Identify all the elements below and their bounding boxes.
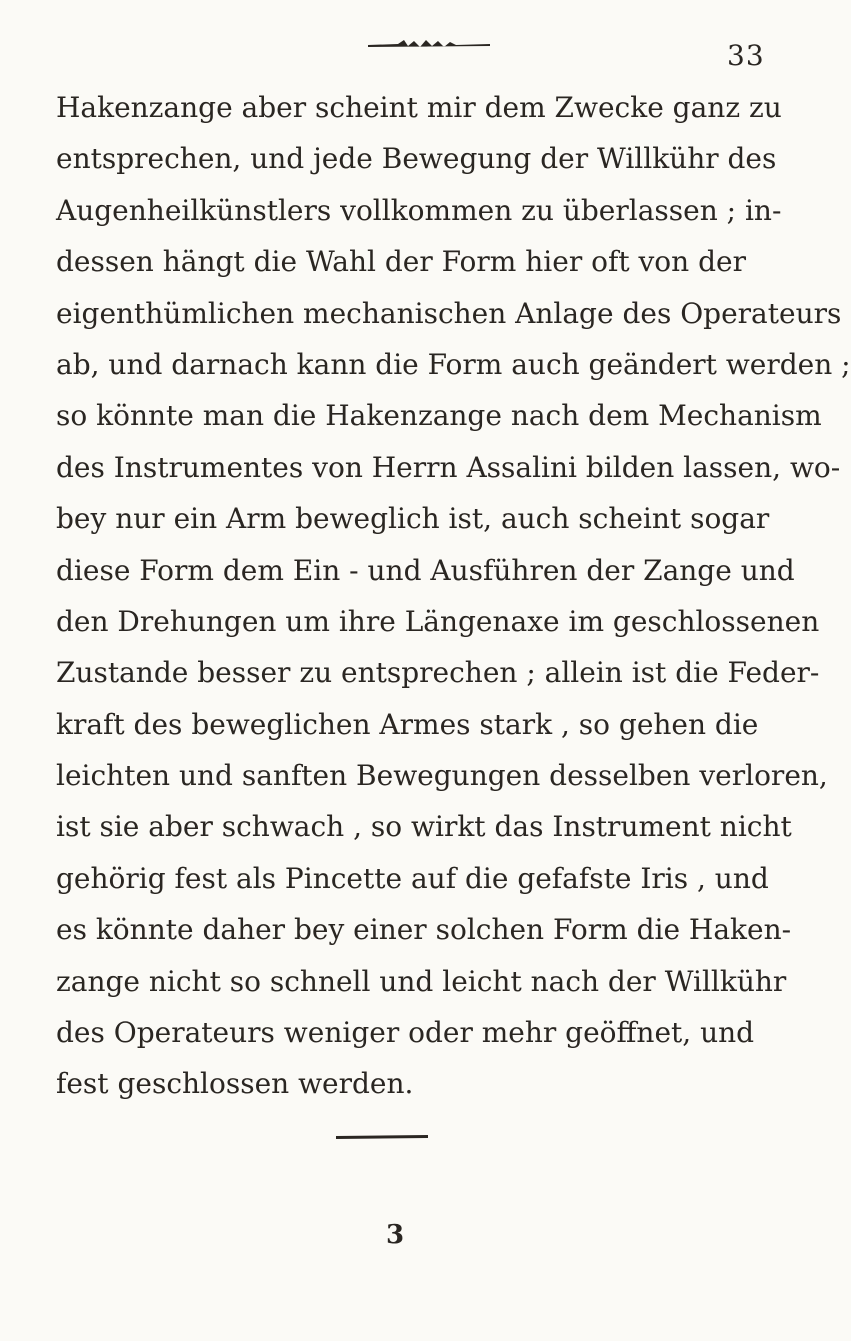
- end-ornament: [336, 1133, 428, 1141]
- header-ornament: [368, 38, 490, 50]
- text-line: es könnte daher bey einer solchen Form die Haken-: [56, 913, 792, 947]
- page-number: 33: [727, 39, 765, 72]
- text-line: zange nicht so schnell und leicht nach der Willkühr: [56, 964, 787, 998]
- text-line-last: fest geschlossen werden.: [56, 1067, 414, 1101]
- text-line: eigenthümlichen mechanischen Anlage des Operateurs: [56, 296, 842, 330]
- text-line: Hakenzange aber scheint mir dem Zwecke ganz zu: [56, 91, 782, 124]
- text-line: ist sie aber schwach , so wirkt das Instrument nicht: [56, 810, 792, 844]
- signature-mark: 3: [386, 1220, 405, 1250]
- text-line: entsprechen, und jede Bewegung der Willkühr des: [56, 142, 777, 176]
- text-line: ab, und darnach kann die Form auch geändert werden ;: [56, 347, 851, 381]
- text-line: des Instrumentes von Herrn Assalini bilden lassen, wo-: [56, 450, 841, 484]
- text-line: so könnte man die Hakenzange nach dem Mechanism: [56, 399, 822, 433]
- text-line: des Operateurs weniger oder mehr geöffnet, und: [56, 1016, 755, 1050]
- text-line: Zustande besser zu entsprechen ; allein ist die Feder-: [56, 656, 820, 690]
- body-text: [56, 82, 851, 1110]
- text-line: kraft des beweglichen Armes stark , so gehen die: [56, 707, 759, 741]
- text-line: leichten und sanften Bewegungen desselben verloren,: [56, 759, 828, 793]
- text-line: diese Form dem Ein - und Ausführen der Zange und: [56, 553, 795, 587]
- text-line: Augenheilkünstlers vollkommen zu überlassen ; in-: [56, 193, 782, 227]
- text-line: dessen hängt die Wahl der Form hier oft von der: [56, 245, 746, 279]
- text-line: den Drehungen um ihre Längenaxe im geschlossenen: [56, 604, 820, 638]
- text-line: bey nur ein Arm beweglich ist, auch scheint sogar: [56, 502, 770, 536]
- text-line: gehörig fest als Pincette auf die gefafste Iris , und: [56, 861, 769, 895]
